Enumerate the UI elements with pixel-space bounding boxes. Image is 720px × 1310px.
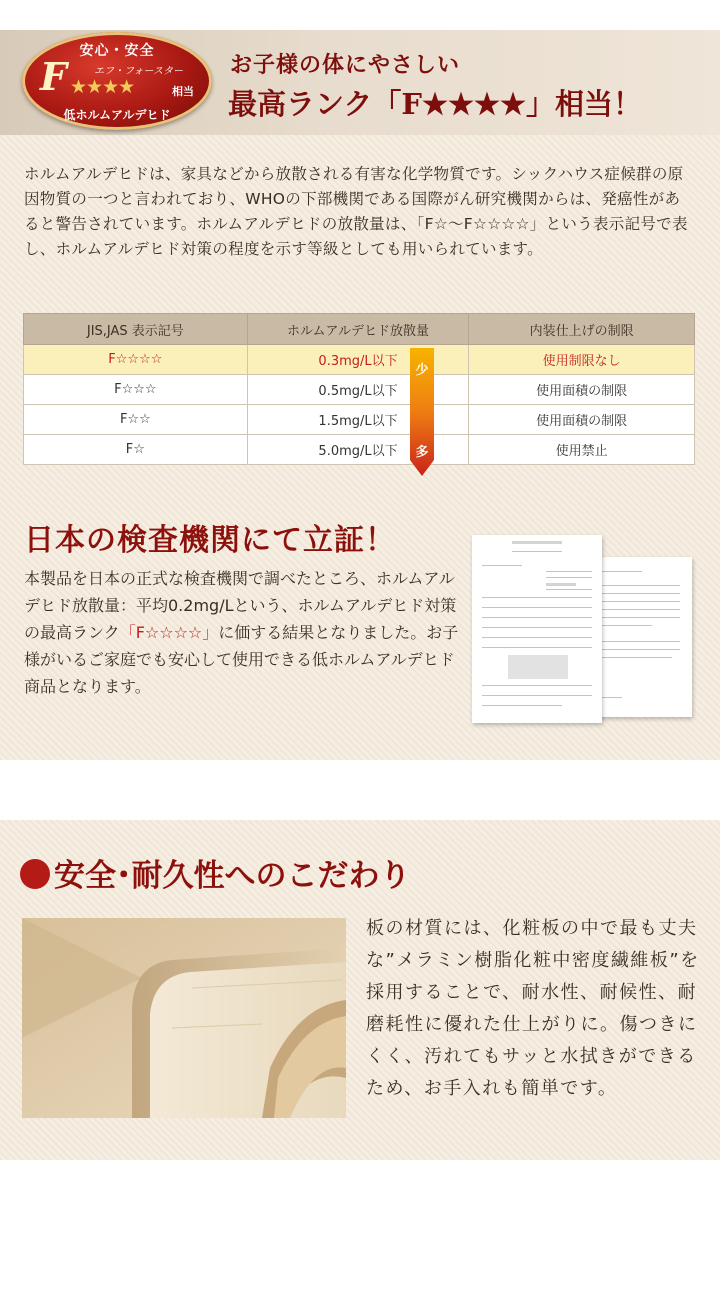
- header-band: [0, 30, 720, 135]
- grade-cell: F☆: [24, 435, 248, 465]
- emission-arrow-icon: [405, 348, 439, 476]
- verification-paragraph: [24, 565, 464, 700]
- test-report-page-front: [472, 535, 602, 723]
- table-header-grade: JIS,JAS 表示記号: [24, 314, 248, 345]
- badge-stars: ★★★★: [70, 76, 135, 98]
- f-four-star-badge: [22, 32, 212, 130]
- restriction-cell: 使用禁止: [469, 435, 695, 465]
- bullet-dot-icon: [20, 859, 50, 889]
- badge-f-letter: F: [40, 54, 67, 99]
- melamine-board-photo: [22, 918, 346, 1118]
- safety-section: [0, 820, 720, 1160]
- table-row: [24, 345, 695, 375]
- table-row: [24, 375, 695, 405]
- restriction-cell: 使用制限なし: [469, 345, 695, 375]
- safety-heading-text: 安全･耐久性へのこだわり: [54, 858, 411, 894]
- headline-line1: お子様の体にやさしい: [230, 52, 461, 78]
- arrow-bottom-label: 多: [415, 445, 429, 460]
- safety-paragraph: 板の材質には、化粧板の中で最も丈夫な”メラミン樹脂化粧中密度繊維板”を採用することで、耐水性、耐候性、耐磨耗性に優れた仕上がりに。傷つきにくく、汚れてもサッと水拭きができるため、お手入れも簡単です。: [366, 918, 700, 1099]
- table-header-restriction: 内装仕上げの制限: [469, 314, 695, 345]
- table-row: [24, 435, 695, 465]
- verification-text-before: 本製品を日本の正式な検査機関で調べたところ、ホルムアルデヒド放散量：平均0.2mg/Lという、ホルムアルデヒド対策の最高ランク: [24, 569, 457, 642]
- emission-cell: 0.3mg/L以下: [247, 345, 469, 375]
- verification-text-after: に価する結果となりました。お子様がいるご家庭でも安心して使用できる低ホルムアルデヒド商品となります。: [24, 623, 459, 696]
- test-report-documents: [470, 505, 695, 720]
- badge-reading: エフ・フォースター: [94, 66, 183, 77]
- verification-heading: 日本の検査機関にて立証！: [24, 523, 396, 558]
- formaldehyde-section: [0, 30, 720, 760]
- intro-paragraph: ホルムアルデヒドは、家具などから放散される有害な化学物質です。シックハウス症候群の原因物質の一つと言われており、WHOの下部機関である国際がん研究機関からは、発癌性があると警告されています。ホルムアルデヒドの放散量は、「F☆～F☆☆☆☆」という表示記号で表し、ホルムアルデヒド対策の程度を示す等級としても用いられています。: [24, 165, 688, 258]
- emission-cell: 0.5mg/L以下: [247, 375, 469, 405]
- verification-highlight: 「F☆☆☆☆」: [119, 623, 219, 642]
- badge-top-text: 安心・安全: [79, 43, 155, 59]
- badge-equivalent: 相当: [172, 85, 194, 98]
- grade-cell: F☆☆☆: [24, 375, 248, 405]
- safety-heading: [20, 850, 411, 895]
- table-row: [24, 405, 695, 435]
- badge-bottom-text: 低ホルムアルデヒド: [63, 108, 171, 122]
- restriction-cell: 使用面積の制限: [469, 405, 695, 435]
- grade-cell: F☆☆: [24, 405, 248, 435]
- headline-line2: 最高ランク「F★★★★」相当！: [228, 87, 643, 121]
- grade-cell: F☆☆☆☆: [24, 345, 248, 375]
- emission-cell: 5.0mg/L以下: [247, 435, 469, 465]
- table-header-emission: ホルムアルデヒド放散量: [247, 314, 469, 345]
- formaldehyde-table: [23, 313, 695, 465]
- table-header-row: [24, 314, 695, 345]
- restriction-cell: 使用面積の制限: [469, 375, 695, 405]
- emission-cell: 1.5mg/L以下: [247, 405, 469, 435]
- arrow-top-label: 少: [415, 363, 429, 378]
